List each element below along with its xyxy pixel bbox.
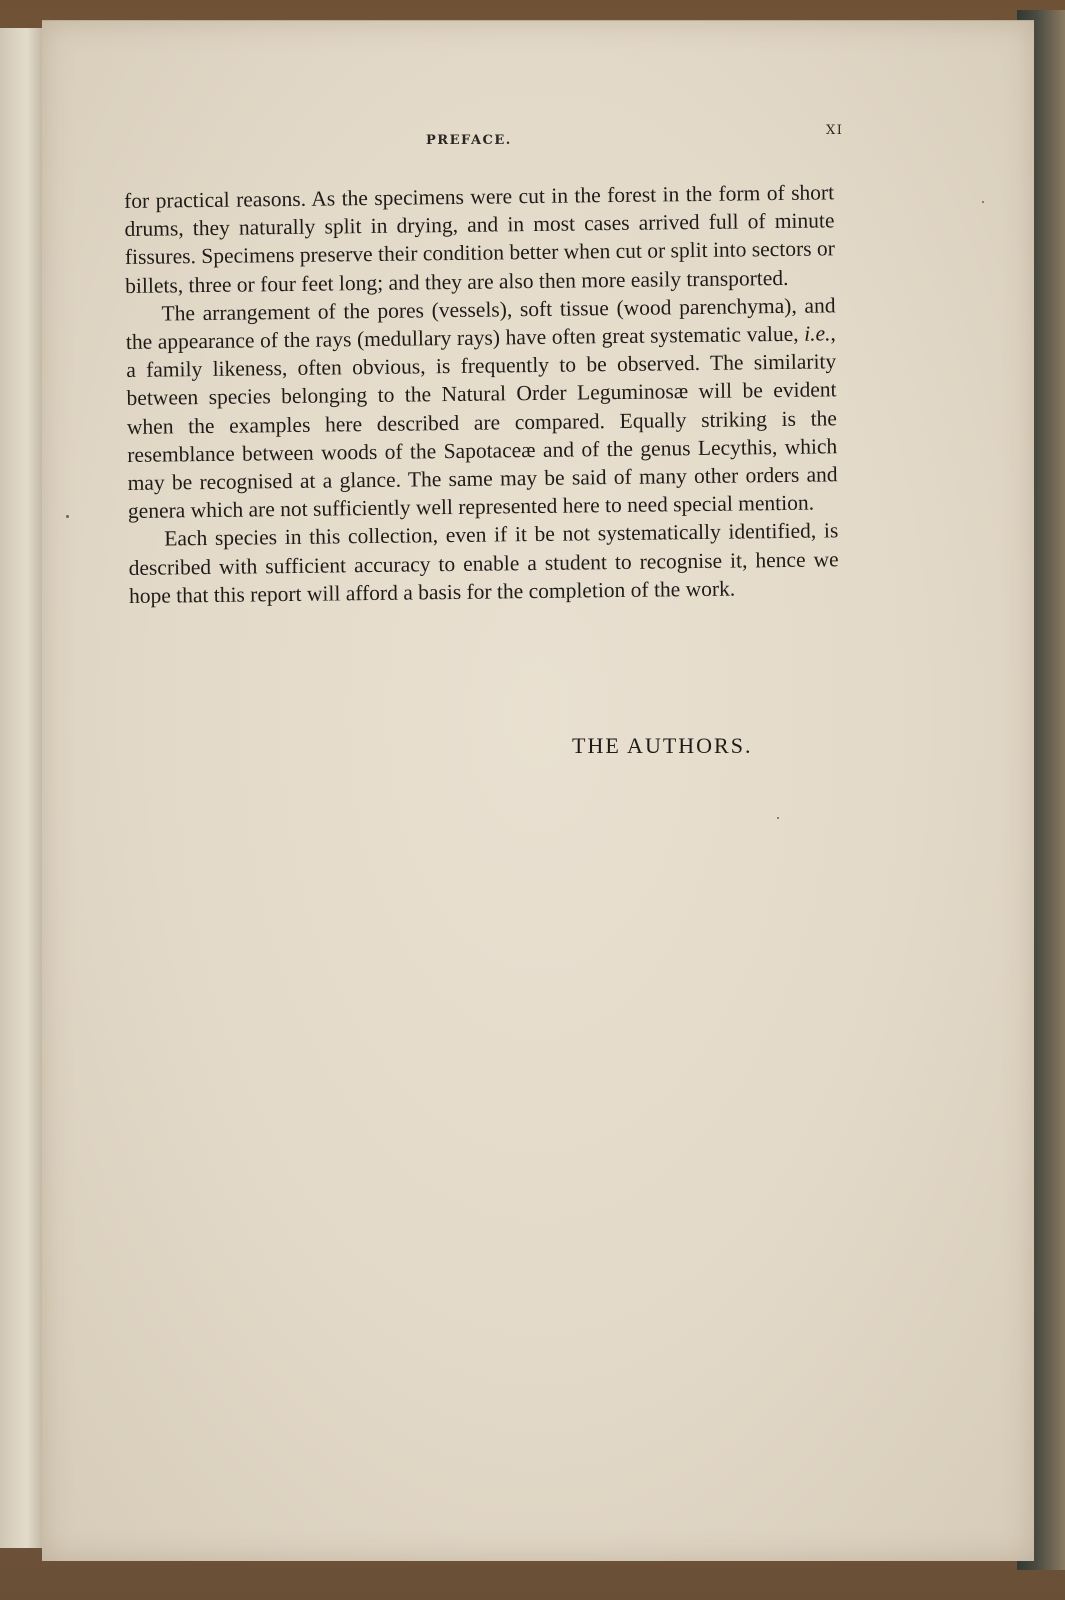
- paragraph-2: [125, 291, 838, 525]
- running-head: [42, 123, 1034, 163]
- paragraph-2-part-a: The arrangement of the pores (vessels), soft tissue (wood parenchyma), and the appearance of the rays (medullary rays) have often great systematic value,: [125, 293, 836, 355]
- paragraph-2-ie: i.e.: [804, 321, 831, 346]
- page-speck: [982, 201, 984, 203]
- page-number: XI: [826, 123, 844, 138]
- paragraph-3: Each species in this collection, even if it be not systematically identified, is described with sufficient accuracy to enable a student to recognise it, hence we hope that this report will afford a basis for the completion of the work.: [128, 518, 839, 608]
- running-head-title: PREFACE.: [426, 133, 512, 148]
- page-speck: [777, 817, 779, 819]
- body-text: [124, 178, 839, 610]
- paragraph-2-part-b: , a family likeness, often obvious, is frequently to be observed. The similarity between species belonging to the Natural Order Leguminosæ will be evident when the examples here described are compared. Equally striking is the resemblance between woods of the Sapotaceæ and of the genus Lecythis, which may be recognised at a glance. The same may be said of many other orders and genera which are not sufficiently well represented here to need special mention.: [126, 321, 838, 524]
- paragraph-1: for practical reasons. As the specimens were cut in the forest in the form of short drums, they naturally split in drying, and in most cases arrived full of minute fissures. Specimens preserve their condition better when cut or split into sectors or billets, three or four feet long; and they are also then more easily transported.: [124, 180, 835, 298]
- facing-page-edge: [0, 28, 46, 1548]
- signature: THE AUTHORS.: [572, 733, 753, 758]
- page-speck: [66, 515, 69, 518]
- book-page: [42, 20, 1034, 1561]
